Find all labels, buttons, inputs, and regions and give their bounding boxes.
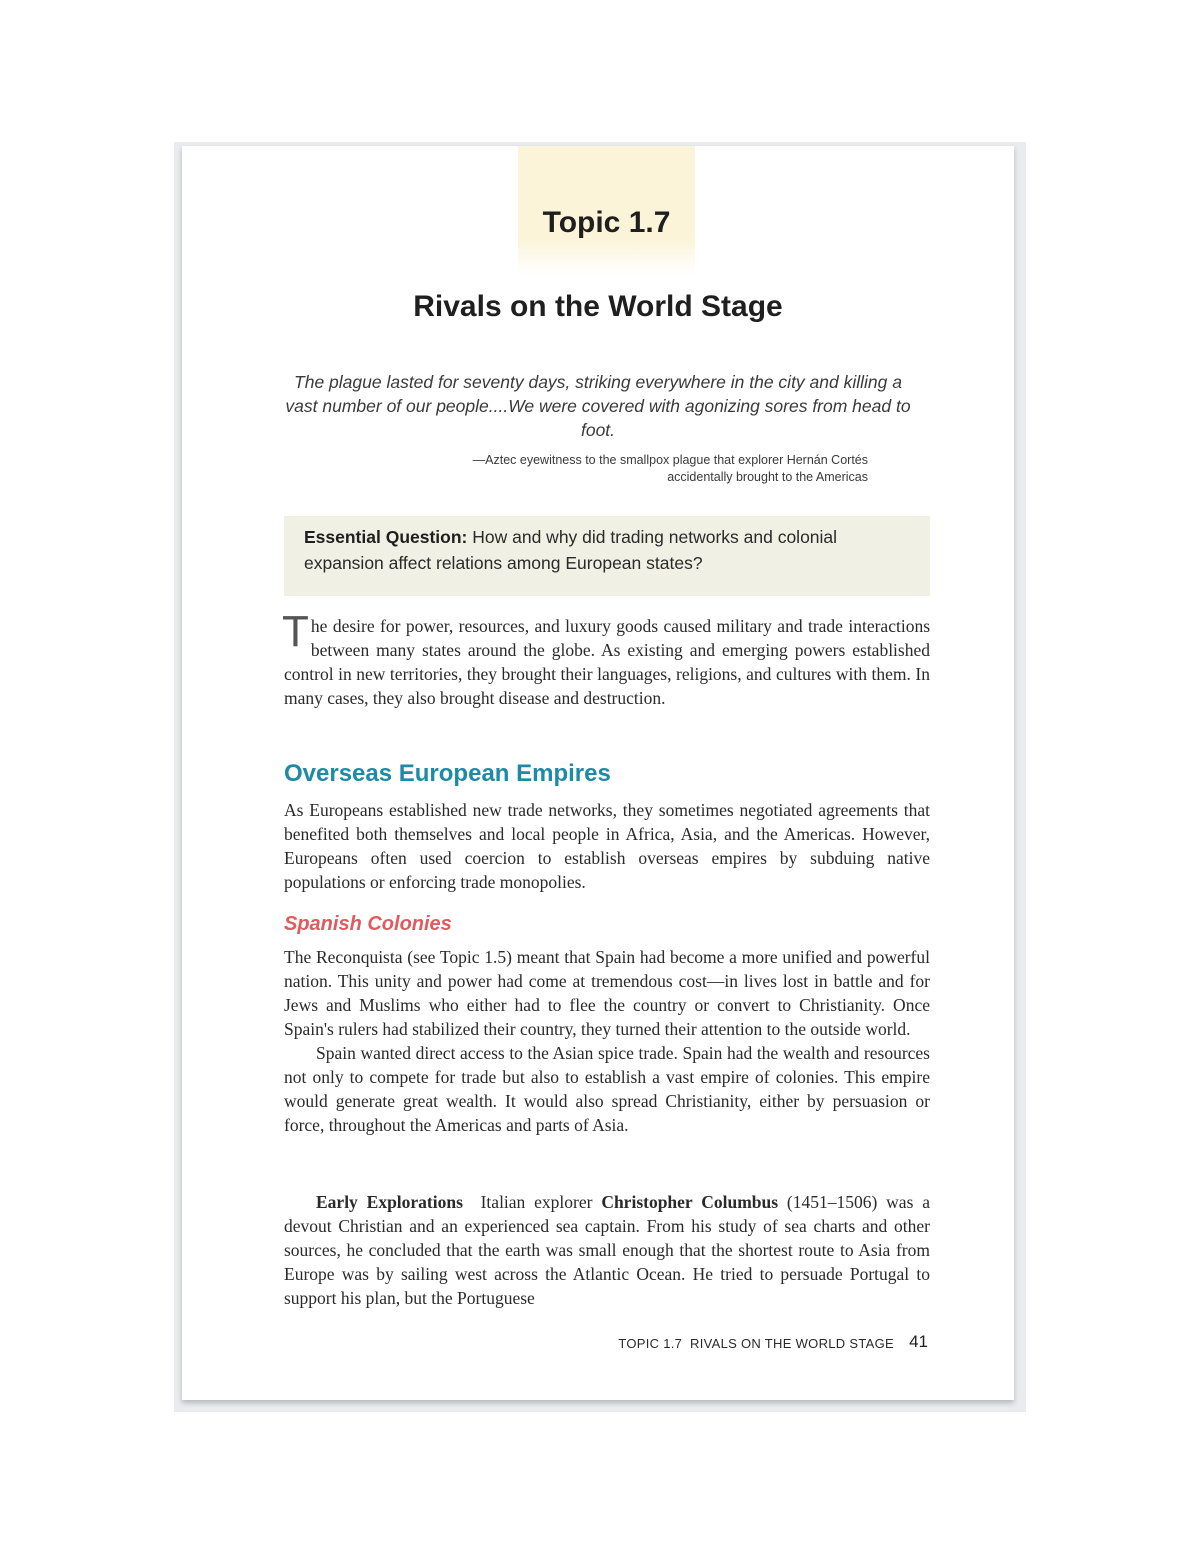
spanish-colonies-body [284,945,930,1137]
running-head: TOPIC 1.7 RIVALS ON THE WORLD STAGE [618,1336,894,1351]
drop-cap: T [282,607,309,656]
subheading-spanish-colonies: Spanish Colonies [284,913,452,935]
early-explorations-run-in-heading: Early Explorations [316,1192,463,1212]
intro-paragraph [282,607,930,710]
attribution-line-1: —Aztec eyewitness to the smallpox plague that explorer Hernán Cortés [472,453,868,467]
essential-question-label: Essential Question: [304,527,468,547]
early-explorations-paragraph [284,1190,930,1310]
early-explorations-text-before: Italian explorer [480,1192,593,1212]
spanish-colonies-paragraph-1: The Reconquista (see Topic 1.5) meant that Spain had become a more unified and powerful nation. This unity and power had come at tremendous cost—in lives lost in battle and for Jews and Muslims who either had to flee the country or convert to Christianity. Once Spain's rulers had stabilized their country, they turned their attention to the outside world. [284,947,930,1039]
topic-label: Topic 1.7 [542,206,671,239]
spanish-colonies-paragraph-2: Spain wanted direct access to the Asian spice trade. Spain had the wealth and resources not only to compete for trade but also to establish a vast empire of colonies. This empire would generate great wealth. It would also spread Christianity, either by persuasion or force, throughout the Americas and parts of Asia. [284,1043,930,1135]
columbus-name: Christopher Columbus [601,1192,779,1212]
topic-tab [518,146,695,276]
page-number: 41 [909,1332,928,1351]
page-title: Rivals on the World Stage [413,290,783,323]
overseas-empires-paragraph [284,798,930,894]
textbook-page [182,146,1014,1400]
running-footer [618,1336,928,1351]
epigraph-attribution [473,452,868,486]
section-heading-overseas-empires: Overseas European Empires [284,760,611,787]
overseas-empires-text: As Europeans established new trade networks, they sometimes negotiated agreements that benefited both themselves and local people in Africa, Asia, and the Americas. However, Europeans often used coercion to establish overseas empires by subduing native populations or enforcing trade monopolies. [284,800,930,892]
intro-text: he desire for power, resources, and luxury goods caused military and trade interactions between many states around the globe. As existing and emerging powers established control in new territories, they brought their languages, religions, and cultures with them. In many cases, they also brought disease and destruction. [284,616,930,708]
epigraph-quote: The plague lasted for seventy days, striking everywhere in the city and killing a vast number of our people....We were covered with agonizing sores from head to foot. [285,372,911,440]
essential-question-box [284,516,930,596]
early-explorations-text-after: (1451–1506) was a devout Christian and an experienced sea captain. From his study of sea charts and other sources, he concluded that the earth was small enough that the shortest route to Asia from Europe was by sailing west across the Atlantic Ocean. He tried to persuade Portugal to support his plan, but the Portuguese [284,1192,930,1308]
early-explorations-body [284,1190,930,1310]
essential-question-text: How and why did trading networks and colonial expansion affect relations among European states? [304,527,838,573]
attribution-line-2: accidentally brought to the Americas [667,470,868,484]
